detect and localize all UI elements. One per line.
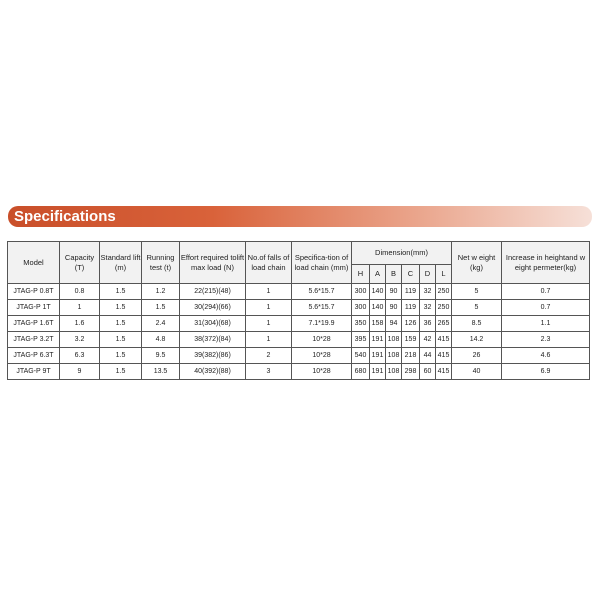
cell-net: 5 — [452, 300, 502, 316]
cell-l: 250 — [436, 284, 452, 300]
cell-b: 108 — [386, 348, 402, 364]
cell-increase: 4.6 — [502, 348, 590, 364]
cell-lift: 1.5 — [100, 316, 142, 332]
table-row — [8, 300, 590, 316]
cell-chain: 10*28 — [292, 364, 352, 380]
cell-net: 14.2 — [452, 332, 502, 348]
cell-h: 300 — [352, 300, 370, 316]
cell-effort: 30(294)(66) — [180, 300, 246, 316]
cell-test: 1.2 — [142, 284, 180, 300]
header-dim-d: D — [420, 265, 436, 284]
cell-net: 26 — [452, 348, 502, 364]
cell-b: 90 — [386, 300, 402, 316]
cell-increase: 6.9 — [502, 364, 590, 380]
cell-c: 119 — [402, 284, 420, 300]
cell-increase: 0.7 — [502, 284, 590, 300]
cell-a: 191 — [370, 348, 386, 364]
cell-capacity: 1 — [60, 300, 100, 316]
cell-l: 415 — [436, 364, 452, 380]
cell-capacity: 3.2 — [60, 332, 100, 348]
cell-a: 140 — [370, 300, 386, 316]
cell-h: 680 — [352, 364, 370, 380]
header-dim-b: B — [386, 265, 402, 284]
cell-capacity: 0.8 — [60, 284, 100, 300]
cell-a: 191 — [370, 332, 386, 348]
cell-b: 90 — [386, 284, 402, 300]
cell-c: 119 — [402, 300, 420, 316]
cell-increase: 0.7 — [502, 300, 590, 316]
cell-lift: 1.5 — [100, 300, 142, 316]
header-net-weight: Net w eight (kg) — [452, 242, 502, 284]
cell-d: 44 — [420, 348, 436, 364]
cell-net: 5 — [452, 284, 502, 300]
header-increase: Increase in heightand w eight permeter(kg) — [502, 242, 590, 284]
cell-effort: 39(382)(86) — [180, 348, 246, 364]
section-title: Specifications — [14, 208, 116, 225]
cell-c: 218 — [402, 348, 420, 364]
header-running-test: Running test (t) — [142, 242, 180, 284]
cell-d: 42 — [420, 332, 436, 348]
table-row — [8, 332, 590, 348]
cell-test: 13.5 — [142, 364, 180, 380]
table-row — [8, 284, 590, 300]
header-dim-l: L — [436, 265, 452, 284]
header-standard-lift: Standard lift (m) — [100, 242, 142, 284]
cell-test: 4.8 — [142, 332, 180, 348]
cell-d: 60 — [420, 364, 436, 380]
cell-l: 415 — [436, 332, 452, 348]
cell-falls: 1 — [246, 284, 292, 300]
cell-falls: 2 — [246, 348, 292, 364]
cell-lift: 1.5 — [100, 348, 142, 364]
header-dim-h: H — [352, 265, 370, 284]
cell-model: JTAG-P 1T — [8, 300, 60, 316]
cell-chain: 10*28 — [292, 332, 352, 348]
cell-falls: 1 — [246, 300, 292, 316]
cell-chain: 5.6*15.7 — [292, 300, 352, 316]
cell-lift: 1.5 — [100, 284, 142, 300]
cell-h: 350 — [352, 316, 370, 332]
cell-effort: 40(392)(88) — [180, 364, 246, 380]
specifications-banner — [8, 206, 592, 227]
header-effort: Effort required tolift max load (N) — [180, 242, 246, 284]
cell-c: 126 — [402, 316, 420, 332]
cell-chain: 7.1*19.9 — [292, 316, 352, 332]
cell-c: 159 — [402, 332, 420, 348]
cell-a: 191 — [370, 364, 386, 380]
cell-chain: 5.6*15.7 — [292, 284, 352, 300]
header-capacity: Capacity (T) — [60, 242, 100, 284]
cell-h: 395 — [352, 332, 370, 348]
cell-test: 1.5 — [142, 300, 180, 316]
cell-capacity: 1.6 — [60, 316, 100, 332]
cell-l: 250 — [436, 300, 452, 316]
cell-d: 32 — [420, 284, 436, 300]
table-row — [8, 316, 590, 332]
cell-increase: 2.3 — [502, 332, 590, 348]
cell-capacity: 6.3 — [60, 348, 100, 364]
table-row — [8, 364, 590, 380]
header-dimension: Dimension(mm) — [352, 242, 452, 265]
cell-falls: 3 — [246, 364, 292, 380]
cell-b: 108 — [386, 364, 402, 380]
cell-a: 140 — [370, 284, 386, 300]
cell-model: JTAG-P 6.3T — [8, 348, 60, 364]
cell-test: 9.5 — [142, 348, 180, 364]
cell-b: 94 — [386, 316, 402, 332]
cell-net: 8.5 — [452, 316, 502, 332]
cell-a: 158 — [370, 316, 386, 332]
cell-lift: 1.5 — [100, 332, 142, 348]
cell-falls: 1 — [246, 332, 292, 348]
cell-model: JTAG-P 3.2T — [8, 332, 60, 348]
cell-l: 265 — [436, 316, 452, 332]
cell-lift: 1.5 — [100, 364, 142, 380]
cell-net: 40 — [452, 364, 502, 380]
cell-falls: 1 — [246, 316, 292, 332]
cell-b: 108 — [386, 332, 402, 348]
header-chain-spec: Specifica-tion of load chain (mm) — [292, 242, 352, 284]
cell-d: 36 — [420, 316, 436, 332]
cell-increase: 1.1 — [502, 316, 590, 332]
table-row — [8, 348, 590, 364]
cell-h: 300 — [352, 284, 370, 300]
cell-effort: 38(372)(84) — [180, 332, 246, 348]
cell-model: JTAG-P 1.6T — [8, 316, 60, 332]
specifications-table — [7, 241, 590, 380]
cell-effort: 22(215)(48) — [180, 284, 246, 300]
header-model: Model — [8, 242, 60, 284]
cell-h: 540 — [352, 348, 370, 364]
cell-d: 32 — [420, 300, 436, 316]
cell-c: 298 — [402, 364, 420, 380]
cell-test: 2.4 — [142, 316, 180, 332]
cell-model: JTAG-P 9T — [8, 364, 60, 380]
cell-chain: 10*28 — [292, 348, 352, 364]
cell-l: 415 — [436, 348, 452, 364]
header-dim-a: A — [370, 265, 386, 284]
cell-model: JTAG-P 0.8T — [8, 284, 60, 300]
cell-effort: 31(304)(68) — [180, 316, 246, 332]
cell-capacity: 9 — [60, 364, 100, 380]
header-falls: No.of falls of load chain — [246, 242, 292, 284]
header-dim-c: C — [402, 265, 420, 284]
